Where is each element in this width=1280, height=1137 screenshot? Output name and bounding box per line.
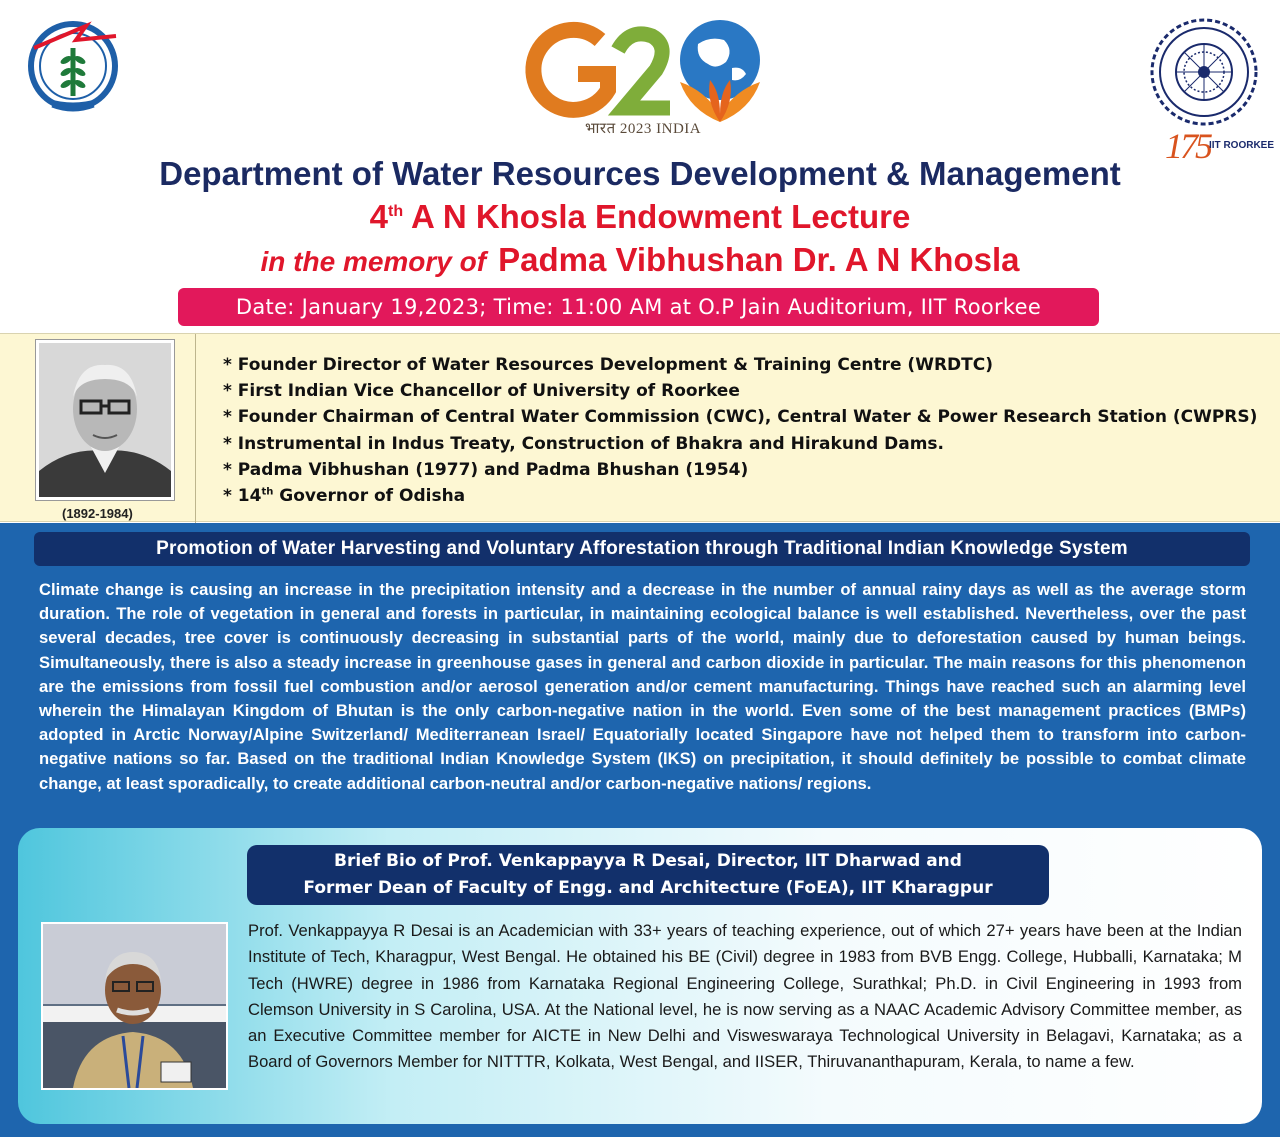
khosla-profile bbox=[0, 333, 1280, 522]
memory-line bbox=[0, 241, 1280, 279]
bio-title-line2: Former Dean of Faculty of Engg. and Architecture (FoEA), IIT Kharagpur bbox=[303, 878, 993, 898]
list-item: * Founder Chairman of Central Water Commission (CWC), Central Water & Power Research Station (CWPRS) bbox=[223, 407, 1258, 428]
header bbox=[0, 0, 1280, 332]
date-banner: Date: January 19,2023; Time: 11:00 AM at O.P Jain Auditorium, IIT Roorkee bbox=[178, 288, 1099, 326]
khosla-achievements-list bbox=[223, 352, 1257, 509]
list-item: * Padma Vibhushan (1977) and Padma Bhushan (1954) bbox=[223, 459, 749, 480]
governor-prefix: * 14 bbox=[223, 486, 262, 507]
g20-subtitle: भारत 2023 INDIA bbox=[585, 121, 702, 137]
lecture-ordinal-suffix: th bbox=[387, 203, 404, 220]
bio-section bbox=[0, 828, 1280, 1137]
list-item: * Founder Director of Water Resources Development & Training Centre (WRDTC) bbox=[223, 355, 993, 375]
lecture-name: A N Khosla Endowment Lecture bbox=[403, 198, 911, 235]
desai-photo bbox=[41, 922, 228, 1090]
desai-portrait-icon bbox=[43, 924, 226, 1088]
topic-abstract: Climate change is causing an increase in the precipitation intensity and a decrease in the number of annual rainy days as well as the average storm duration. The role of vegetation in general and forests in particular, in maintaining ecological balance is well established. Nevertheless, over the past several decades, tree cover is continuously decreasing in substantial parts of the world, mainly due to deforestation caused by human beings. Simultaneously, there is also a steady increase in greenhouse gases in general and carbon dioxide in particular. The main reasons for this phenomenon are the emissions from fossil fuel combustion and/or aerosol generation and/or cement manufacturing. Things have reached such an alarming level wherein the Himalayan Kingdom of Bhutan is the only carbon-negative nation in the world. Even some of the best management practices (BMPs) adopted in Arctic Norway/Alpine Switzerland/ Mediterranean Israel/ Equatorially located Singapore have not helped them to transform into carbon-negative nations so far. Based on the traditional Indian Knowledge System (IKS) on precipitation, it should definitely be possible to combat climate change, at least sporadically, to create additional carbon-neutral and/or carbon-negative nations/ regions. bbox=[39, 580, 1246, 793]
topic-title: Promotion of Water Harvesting and Voluntary Afforestation through Traditional Indian Knowledge System bbox=[34, 532, 1250, 566]
profile-divider bbox=[195, 334, 196, 523]
governor-rest: Governor of Odisha bbox=[273, 486, 466, 507]
list-item: * Instrumental in Indus Treaty, Construction of Bhakra and Hirakund Dams. bbox=[223, 433, 944, 454]
khosla-photo bbox=[36, 340, 174, 500]
department-title: Department of Water Resources Development & Management bbox=[159, 155, 1121, 192]
bio-text: Prof. Venkappayya R Desai is an Academician with 33+ years of teaching experience, out of which 27+ years have been at the Indian Institute of Tech, Kharagpur, West Bengal. He obtained his BE (Civil) degree in 1983 from BVB Engg. College, Hubballi, Karnataka; M Tech (HWRE) degree in 1986 from Karnataka Regional Engineering College, Surathkal; Ph.D. in Civil Engineering in 1993 from Clemson University in S Carolina, USA. At the National level, he is now serving as a NAAC Academic Advisory Committee member, as an Executive Committee member for AICTE in New Delhi and Visweswaraya Technological University in Belagavi, Karnataka; as a Board of Governors Member for NITTTR, Kolkata, West Bengal, and IISER, Thiruvananthapuram, Kerala, to name a few. bbox=[248, 921, 1242, 1072]
iitr-175-number: 175 bbox=[1165, 126, 1210, 166]
topic-section bbox=[0, 523, 1280, 828]
wrdm-logo-icon bbox=[26, 18, 120, 118]
khosla-portrait-icon bbox=[39, 343, 171, 497]
governor-sup: th bbox=[261, 486, 274, 498]
bio-card bbox=[18, 828, 1262, 1124]
memory-name: Padma Vibhushan Dr. A N Khosla bbox=[498, 241, 1020, 278]
iit-roorkee-emblem-icon bbox=[1148, 16, 1260, 128]
list-item bbox=[223, 483, 1257, 509]
bio-title-line1: Brief Bio of Prof. Venkappayya R Desai, Director, IIT Dharwad and bbox=[334, 851, 962, 871]
lecture-title bbox=[0, 198, 1280, 236]
memory-prefix: in the memory of bbox=[260, 246, 487, 277]
iitr-175-text: IIT ROORKEE bbox=[1209, 140, 1275, 151]
bio-title bbox=[247, 845, 1049, 905]
lecture-ordinal: 4 bbox=[369, 198, 388, 235]
khosla-years: (1892-1984) bbox=[62, 506, 133, 521]
list-item: * First Indian Vice Chancellor of University of Roorkee bbox=[223, 381, 740, 402]
